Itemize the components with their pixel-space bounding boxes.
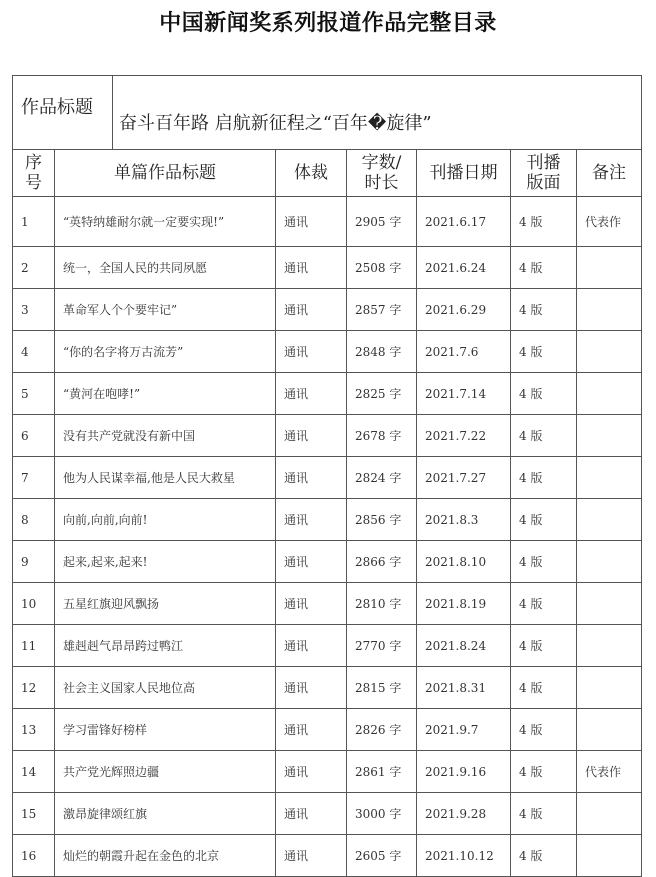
cell-length: 2905 字 xyxy=(347,197,417,247)
table-row xyxy=(13,835,642,877)
header-title: 单篇作品标题 xyxy=(55,150,276,197)
cell-length: 2866 字 xyxy=(347,541,417,583)
cell-page: 4 版 xyxy=(511,793,577,835)
cell-note xyxy=(577,793,642,835)
cell-genre: 通讯 xyxy=(276,197,347,247)
cell-date: 2021.8.31 xyxy=(417,667,511,709)
cell-title: “黄河在咆哮!” xyxy=(55,373,276,415)
cell-date: 2021.6.17 xyxy=(417,197,511,247)
cell-note xyxy=(577,415,642,457)
cell-genre: 通讯 xyxy=(276,709,347,751)
cell-genre: 通讯 xyxy=(276,415,347,457)
cell-page: 4 版 xyxy=(511,835,577,877)
cell-page: 4 版 xyxy=(511,289,577,331)
cell-date: 2021.7.22 xyxy=(417,415,511,457)
cell-page: 4 版 xyxy=(511,625,577,667)
table-row xyxy=(13,793,642,835)
page-title: 中国新闻奖系列报道作品完整目录 xyxy=(159,10,497,36)
cell-title: 统一，全国人民的共同夙愿 xyxy=(55,247,276,289)
cell-page: 4 版 xyxy=(511,751,577,793)
table-row xyxy=(13,289,642,331)
cell-page: 4 版 xyxy=(511,373,577,415)
cell-page: 4 版 xyxy=(511,197,577,247)
cell-title: 雄赳赳气昂昂跨过鸭江 xyxy=(55,625,276,667)
cell-no: 1 xyxy=(13,197,55,247)
cell-page: 4 版 xyxy=(511,667,577,709)
table-row xyxy=(13,583,642,625)
cell-no: 9 xyxy=(13,541,55,583)
table-row xyxy=(13,709,642,751)
header-row xyxy=(13,150,642,197)
cell-page: 4 版 xyxy=(511,331,577,373)
cell-title: 他为人民谋幸福,他是人民大救星 xyxy=(55,457,276,499)
cell-length: 2856 字 xyxy=(347,499,417,541)
cell-note xyxy=(577,709,642,751)
cell-length: 2848 字 xyxy=(347,331,417,373)
table-row xyxy=(13,415,642,457)
cell-length: 2857 字 xyxy=(347,289,417,331)
cell-no: 11 xyxy=(13,625,55,667)
cell-no: 5 xyxy=(13,373,55,415)
table-row xyxy=(13,499,642,541)
cell-genre: 通讯 xyxy=(276,793,347,835)
cell-date: 2021.8.24 xyxy=(417,625,511,667)
cell-no: 14 xyxy=(13,751,55,793)
cell-note xyxy=(577,667,642,709)
cell-length: 3000 字 xyxy=(347,793,417,835)
cell-note: 代表作 xyxy=(577,197,642,247)
cell-title: 革命军人个个要牢记” xyxy=(55,289,276,331)
cell-date: 2021.6.24 xyxy=(417,247,511,289)
cell-title: “英特纳雄耐尔就一定要实现!” xyxy=(55,197,276,247)
cell-no: 13 xyxy=(13,709,55,751)
cell-genre: 通讯 xyxy=(276,289,347,331)
cell-note xyxy=(577,835,642,877)
cell-length: 2508 字 xyxy=(347,247,417,289)
cell-title: 没有共产党就没有新中国 xyxy=(55,415,276,457)
cell-length: 2605 字 xyxy=(347,835,417,877)
cell-genre: 通讯 xyxy=(276,247,347,289)
header-no: 序号 xyxy=(13,150,55,197)
cell-length: 2824 字 xyxy=(347,457,417,499)
table-row xyxy=(13,331,642,373)
cell-genre: 通讯 xyxy=(276,373,347,415)
cell-note xyxy=(577,373,642,415)
cell-date: 2021.9.28 xyxy=(417,793,511,835)
cell-no: 12 xyxy=(13,667,55,709)
work-title-label: 作品标题 xyxy=(13,76,113,150)
table-row xyxy=(13,373,642,415)
cell-title: 五星红旗迎风飘扬 xyxy=(55,583,276,625)
cell-genre: 通讯 xyxy=(276,583,347,625)
cell-length: 2678 字 xyxy=(347,415,417,457)
cell-date: 2021.8.10 xyxy=(417,541,511,583)
cell-date: 2021.8.3 xyxy=(417,499,511,541)
cell-page: 4 版 xyxy=(511,499,577,541)
header-page: 刊播版面 xyxy=(511,150,577,197)
cell-page: 4 版 xyxy=(511,457,577,499)
table-row xyxy=(13,625,642,667)
cell-length: 2770 字 xyxy=(347,625,417,667)
table-row xyxy=(13,667,642,709)
table-row xyxy=(13,751,642,793)
cell-note xyxy=(577,331,642,373)
header-date: 刊播日期 xyxy=(417,150,511,197)
cell-title: 共产党光辉照边疆 xyxy=(55,751,276,793)
table-row xyxy=(13,247,642,289)
cell-title: 社会主义国家人民地位高 xyxy=(55,667,276,709)
work-title-value: 奋斗百年路 启航新征程之“百年�旋律” xyxy=(113,76,642,150)
cell-genre: 通讯 xyxy=(276,331,347,373)
cell-genre: 通讯 xyxy=(276,835,347,877)
table-row xyxy=(13,457,642,499)
cell-note xyxy=(577,247,642,289)
cell-genre: 通讯 xyxy=(276,499,347,541)
cell-no: 3 xyxy=(13,289,55,331)
table-row xyxy=(13,541,642,583)
works-table xyxy=(12,75,642,877)
cell-no: 16 xyxy=(13,835,55,877)
cell-date: 2021.7.6 xyxy=(417,331,511,373)
cell-page: 4 版 xyxy=(511,541,577,583)
cell-no: 7 xyxy=(13,457,55,499)
cell-note xyxy=(577,457,642,499)
cell-title: 起来,起来,起来! xyxy=(55,541,276,583)
cell-length: 2826 字 xyxy=(347,709,417,751)
cell-date: 2021.7.14 xyxy=(417,373,511,415)
cell-genre: 通讯 xyxy=(276,541,347,583)
cell-title: 激昂旋律颂红旗 xyxy=(55,793,276,835)
table-row xyxy=(13,197,642,247)
cell-genre: 通讯 xyxy=(276,667,347,709)
cell-date: 2021.6.29 xyxy=(417,289,511,331)
cell-note xyxy=(577,499,642,541)
cell-date: 2021.8.19 xyxy=(417,583,511,625)
cell-length: 2825 字 xyxy=(347,373,417,415)
cell-title: 向前,向前,向前! xyxy=(55,499,276,541)
cell-date: 2021.9.16 xyxy=(417,751,511,793)
cell-page: 4 版 xyxy=(511,709,577,751)
cell-page: 4 版 xyxy=(511,415,577,457)
cell-page: 4 版 xyxy=(511,583,577,625)
cell-no: 8 xyxy=(13,499,55,541)
cell-no: 6 xyxy=(13,415,55,457)
cell-length: 2861 字 xyxy=(347,751,417,793)
cell-genre: 通讯 xyxy=(276,625,347,667)
work-title-row xyxy=(13,76,642,150)
cell-no: 15 xyxy=(13,793,55,835)
cell-note xyxy=(577,541,642,583)
cell-title: 灿烂的朝霞升起在金色的北京 xyxy=(55,835,276,877)
cell-genre: 通讯 xyxy=(276,751,347,793)
cell-note xyxy=(577,289,642,331)
cell-date: 2021.10.12 xyxy=(417,835,511,877)
cell-date: 2021.7.27 xyxy=(417,457,511,499)
cell-note xyxy=(577,583,642,625)
cell-date: 2021.9.7 xyxy=(417,709,511,751)
header-length: 字数/时长 xyxy=(347,150,417,197)
cell-no: 2 xyxy=(13,247,55,289)
cell-note xyxy=(577,625,642,667)
cell-length: 2815 字 xyxy=(347,667,417,709)
header-genre: 体裁 xyxy=(276,150,347,197)
cell-genre: 通讯 xyxy=(276,457,347,499)
cell-note: 代表作 xyxy=(577,751,642,793)
cell-no: 10 xyxy=(13,583,55,625)
header-note: 备注 xyxy=(577,150,642,197)
cell-length: 2810 字 xyxy=(347,583,417,625)
cell-title: “你的名字将万古流芳” xyxy=(55,331,276,373)
cell-page: 4 版 xyxy=(511,247,577,289)
cell-title: 学习雷锋好榜样 xyxy=(55,709,276,751)
cell-no: 4 xyxy=(13,331,55,373)
